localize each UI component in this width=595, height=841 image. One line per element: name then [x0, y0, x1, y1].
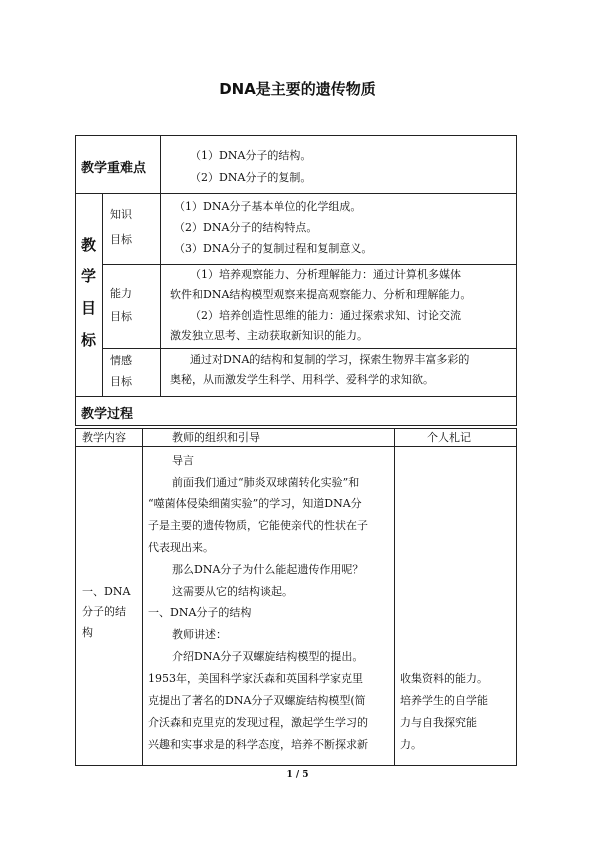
guide-line: 前面我们通过“肺炎双球菌转化实验”和	[172, 476, 360, 489]
guide-line: 这需要从它的结构谈起。	[172, 585, 293, 598]
key-point-item: （1）DNA分子的结构。	[190, 149, 312, 162]
content-label: 一、DNA	[82, 585, 131, 598]
knowledge-item: （3）DNA分子的复制过程和复制意义。	[174, 242, 373, 255]
ability-text: 激发独立思考、主动获取新知识的能力。	[170, 329, 368, 342]
table-top-border	[75, 135, 517, 136]
table-bottom-border	[75, 765, 517, 766]
objectives-label-char: 教	[81, 236, 97, 254]
guide-line: 那么DNA分子为什么能起遗传作用呢？	[172, 563, 364, 576]
table-left-border	[75, 428, 76, 765]
knowledge-label: 知识	[110, 208, 132, 221]
note-line: 力与自我探究能	[400, 716, 477, 729]
objectives-label-char: 学	[81, 267, 97, 285]
ability-label: 目标	[110, 310, 132, 323]
row-divider	[75, 193, 517, 194]
key-point-item: （2）DNA分子的复制。	[190, 171, 312, 184]
guide-line: 一、DNA分子的结构	[148, 606, 252, 619]
guide-line: 教师讲述：	[172, 628, 227, 641]
note-line: 收集资料的能力。	[400, 672, 488, 685]
emotion-label: 情感	[110, 354, 132, 367]
ability-text: （2）培养创造性思维的能力：通过探索求知、讨论交流	[190, 309, 461, 322]
header-guide: 教师的组织和引导	[172, 431, 260, 444]
col-divider	[102, 193, 103, 396]
knowledge-label: 目标	[110, 233, 132, 246]
guide-line: 介绍DNA分子双螺旋结构模型的提出。	[172, 650, 364, 663]
ability-text: （1）培养观察能力、分析理解能力：通过计算机多媒体	[190, 268, 461, 281]
process-label: 教学过程	[81, 407, 134, 422]
row-divider	[102, 264, 517, 265]
note-line: 力。	[400, 738, 422, 751]
row-divider	[102, 348, 517, 349]
objectives-label-char: 标	[81, 331, 97, 349]
guide-line: 代表现出来。	[148, 541, 214, 554]
guide-line: 克提出了著名的DNA分子双螺旋结构模型(简	[148, 694, 366, 707]
note-line: 培养学生的自学能	[400, 694, 488, 707]
knowledge-item: （2）DNA分子的结构特点。	[174, 221, 318, 234]
table-right-border	[516, 428, 517, 765]
row-divider	[75, 396, 517, 397]
row-divider	[75, 425, 517, 426]
knowledge-item: （1）DNA分子基本单位的化学组成。	[174, 200, 362, 213]
guide-line: “噬菌体侵染细菌实验”的学习，知道DNA分	[148, 497, 362, 510]
emotion-text: 通过对DNA的结构和复制的学习，探索生物界丰富多彩的	[190, 353, 470, 366]
guide-line: 1953年，美国科学家沃森和英国科学家克里	[148, 672, 363, 685]
col-divider	[160, 193, 161, 396]
guide-line: 子是主要的遗传物质，它能使亲代的性状在子	[148, 519, 368, 532]
guide-line: 介沃森和克里克的发现过程，激起学生学习的	[148, 716, 368, 729]
ability-text: 软件和DNA结构模型观察来提高观察能力、分析和理解能力。	[170, 288, 472, 301]
col-divider	[142, 428, 143, 765]
guide-line: 兴趣和实事求是的科学态度，培养不断探求新	[148, 738, 368, 751]
header-notes: 个人札记	[427, 431, 471, 444]
content-label: 分子的结	[82, 605, 126, 618]
ability-label: 能力	[110, 287, 132, 300]
col-divider	[394, 428, 395, 765]
table-right-border	[516, 135, 517, 425]
objectives-label-char: 目	[81, 299, 97, 317]
col-divider	[160, 135, 161, 193]
header-content: 教学内容	[82, 431, 126, 444]
key-points-label: 教学重难点	[81, 161, 147, 176]
table-left-border	[75, 135, 76, 425]
page-number: 1 / 5	[286, 770, 309, 780]
page-title: DNA是主要的遗传物质	[219, 80, 376, 98]
emotion-text: 奥秘，从而激发学生科学、用科学、爱科学的求知欲。	[170, 373, 434, 386]
guide-line: 导言	[172, 454, 194, 467]
emotion-label: 目标	[110, 375, 132, 388]
content-label: 构	[82, 626, 93, 639]
